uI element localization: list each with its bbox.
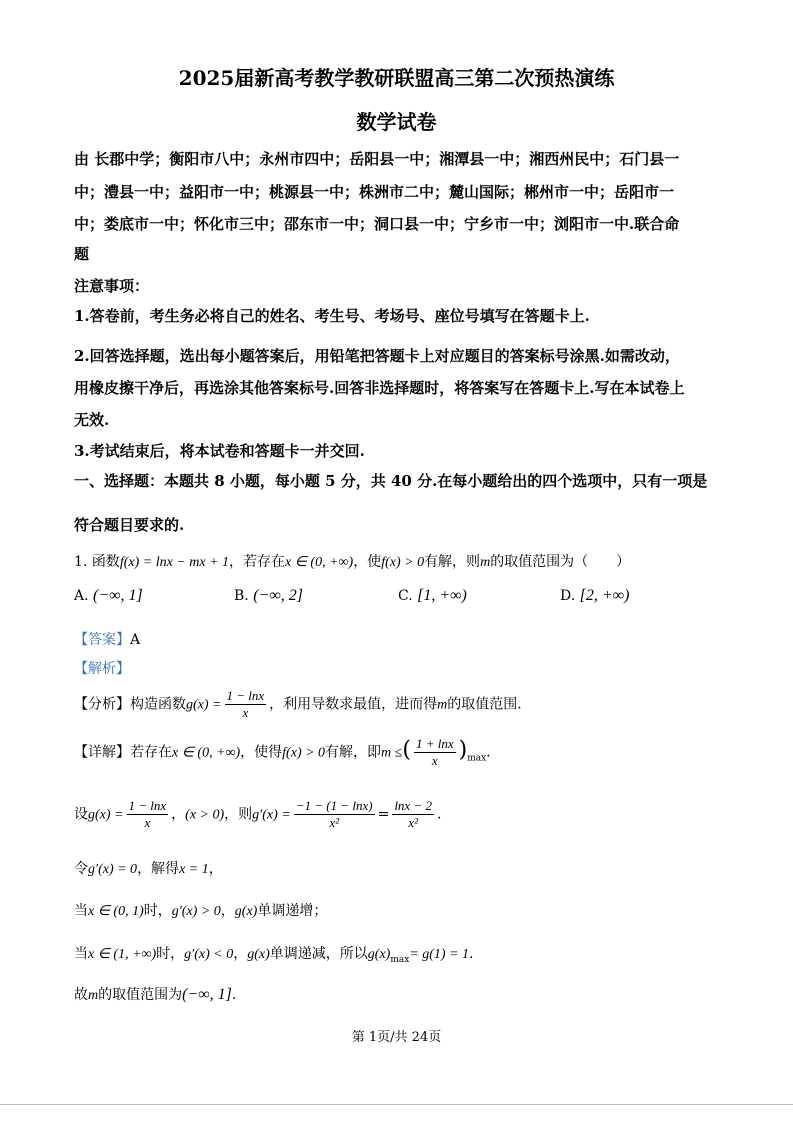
notice-heading: 注意事项： (74, 277, 150, 295)
option-label: D. (560, 588, 576, 604)
answer-value: A (130, 632, 141, 648)
fenxi-var: m (437, 697, 448, 713)
step1-domain: (x > 0) (185, 807, 225, 823)
option-value: [1, +∞) (417, 587, 467, 604)
step3-text-1: 当 (74, 903, 88, 919)
schools-line-1: 由 长郡中学；衡阳市八中；永州市四中；岳阳县一中；湘潭县一中；湘西州民中；石门县一 (74, 150, 680, 168)
step-5 (74, 984, 236, 1004)
step5-text-2: 的取值范围为 (98, 987, 183, 1003)
option-value: (−∞, 2] (253, 587, 303, 604)
step5-range: (−∞, 1] (182, 986, 232, 1003)
step-2 (74, 858, 223, 878)
fraction-numerator: −1 − (1 − lnx) (295, 798, 373, 813)
xiangjie-text-2: ，使得 (240, 744, 283, 761)
fenxi-g: g(x) = (186, 697, 222, 713)
step1-end: . (436, 806, 442, 823)
q1-text-1: 函数 (91, 554, 120, 570)
step1-text-3: ，则 (224, 806, 253, 823)
step3-text-3: ， (220, 903, 235, 919)
step2-eq: g′(x) = 0 (88, 862, 138, 877)
max-subscript: max (467, 753, 487, 764)
xiangjie-end: . (486, 744, 491, 761)
xiangjie-tag: 【详解】 (74, 744, 130, 761)
step3-text-4: 单调递增； (257, 903, 328, 919)
q1-text-4: 有解，则 (424, 554, 481, 570)
notice-item-1: 1.答卷前，考生务必将自己的姓名、考生号、考场号、座位号填写在答题卡上. (74, 307, 590, 325)
q1-function: f(x) = lnx − mx + 1 (119, 555, 230, 570)
step5-text-1: 故 (74, 987, 88, 1003)
step4-text-1: 当 (74, 946, 88, 962)
question-number: 1. (74, 554, 88, 570)
xiangjie-text-3: 有解，即 (325, 744, 382, 761)
fenxi-text-3: 的取值范围. (447, 696, 522, 713)
fraction-numerator: 1 − lnx (226, 688, 265, 703)
notice-item-3: 3.考试结束后，将本试卷和答题卡一并交回. (74, 442, 365, 460)
option-a[interactable] (74, 587, 143, 605)
step3-cond: x ∈ (0, 1) (88, 904, 144, 919)
step3-g: g(x) (234, 904, 258, 919)
step3-text-2: 时， (143, 903, 172, 919)
notice-item-2a: 2.回答选择题，选出每小题答案后，用铅笔把答题卡上对应题目的答案标号涂黑.如需改动， (74, 347, 680, 365)
analysis-tag: 【解析】 (74, 661, 130, 677)
option-label: C. (398, 588, 413, 604)
answer-line (74, 629, 140, 649)
step4-gprime: g′(x) < 0 (184, 947, 234, 962)
fenxi-text-1: 构造函数 (130, 696, 186, 713)
xiangjie-cond: x ∈ (0, +∞) (172, 745, 241, 761)
fraction-numerator: lnx − 2 (394, 798, 432, 813)
fraction-denominator: x² (408, 815, 418, 830)
schools-line-3: 中；娄底市一中；怀化市三中；邵东市一中；洞口县一中；宁乡市一中；浏阳市一中.联合命 (74, 215, 680, 233)
fenxi-line (74, 688, 522, 721)
answer-tag: 【答案】 (74, 632, 130, 648)
step4-eq: = g(1) = 1 (409, 947, 470, 962)
step1-fraction-2 (294, 798, 375, 831)
step4-cond: x ∈ (1, +∞) (88, 947, 157, 962)
question-1 (74, 551, 630, 571)
option-value: [2, +∞) (579, 587, 630, 604)
option-label: A. (74, 588, 89, 604)
step1-g: g(x) = (88, 807, 124, 823)
exam-subtitle: 数学试卷 (356, 110, 437, 134)
step-1 (74, 798, 441, 831)
max-subscript: max (390, 954, 410, 965)
option-c[interactable] (398, 587, 467, 605)
fraction-numerator: 1 − lnx (128, 798, 167, 813)
section-heading-b: 符合题目要求的. (74, 516, 185, 534)
q1-text-2: ，若存在 (229, 554, 286, 570)
q1-condition: x ∈ (0, +∞) (285, 555, 354, 570)
bottom-divider (0, 1104, 793, 1105)
step2-text-1: 令 (74, 861, 88, 877)
step1-gprime: g′(x) = (252, 807, 291, 823)
q1-inequality: f(x) > 0 (381, 555, 425, 570)
step4-end: . (469, 946, 474, 962)
step1-text-1: 设 (74, 806, 88, 823)
step2-solution: x = 1 (179, 862, 209, 877)
step1-eq: = (377, 806, 390, 823)
fraction-denominator: x (144, 815, 151, 830)
analysis-line (74, 658, 130, 678)
fraction-denominator: x (431, 753, 438, 768)
step2-text-2: ，解得 (137, 861, 180, 877)
step1-fraction-3 (392, 798, 434, 831)
page-footer: 第 1页/共 24页 (351, 1030, 442, 1045)
xiangjie-text-1: 若存在 (130, 744, 172, 761)
notice-item-2b: 用橡皮擦干净后，再选涂其他答案标号.回答非选择题时，将答案写在答题卡上.写在本试卷上 (74, 379, 685, 397)
step4-text-3: ， (233, 946, 248, 962)
option-value: (−∞, 1] (93, 587, 143, 604)
fraction-numerator: 1 + lnx (415, 736, 454, 751)
fraction-denominator: x² (329, 815, 339, 830)
schools-line-4: 题 (74, 245, 90, 263)
step-3 (74, 900, 327, 920)
step3-gprime: g′(x) > 0 (171, 904, 221, 919)
notice-item-2c: 无效. (74, 411, 110, 429)
step-4 (74, 943, 473, 965)
step1-fraction-1 (127, 798, 169, 831)
xiangjie-ineq: f(x) > 0 (282, 745, 326, 761)
step4-text-4: 单调递减，所以 (269, 946, 368, 962)
step4-text-2: 时， (156, 946, 185, 962)
fenxi-fraction (225, 688, 267, 721)
option-d[interactable] (560, 587, 629, 605)
option-label: B. (234, 588, 249, 604)
schools-line-2: 中；澧县一中；益阳市一中；桃源县一中；株洲市二中；麓山国际；郴州市一中；岳阳市一 (74, 183, 675, 201)
fenxi-tag: 【分析】 (74, 696, 130, 713)
fraction-denominator: x (242, 705, 249, 720)
step4-g: g(x) (247, 947, 270, 962)
section-heading-a: 一、选择题：本题共 8 小题，每小题 5 分，共 40 分.在每小题给出的四个选项中，只有一项是 (74, 472, 708, 490)
q1-text-3: ，使 (353, 554, 382, 570)
xiangjie-fraction (414, 736, 456, 769)
step5-end: . (231, 987, 237, 1003)
step2-end: ， (208, 861, 223, 877)
xiangjie-line: 【详解】若存在x ∈ (0, +∞)，使得f(x) > 0有解，即m ≤( $\frac{1 + \ln x}{x}$ )$_{max}$. (74, 736, 491, 768)
xiangjie-m-le: m ≤ (381, 745, 403, 761)
step4-gmax: g(x) (367, 947, 391, 962)
step5-var: m (88, 988, 99, 1003)
fenxi-text-2: ，利用导数求最值，进而得 (269, 696, 438, 713)
q1-var: m (480, 555, 491, 570)
q1-text-5: 的取值范围为（ ） (490, 554, 631, 570)
step1-text-2: ， (171, 806, 186, 823)
exam-title: 2025届新高考教学教研联盟高三第二次预热演练 (178, 66, 615, 90)
option-b[interactable] (234, 587, 303, 605)
